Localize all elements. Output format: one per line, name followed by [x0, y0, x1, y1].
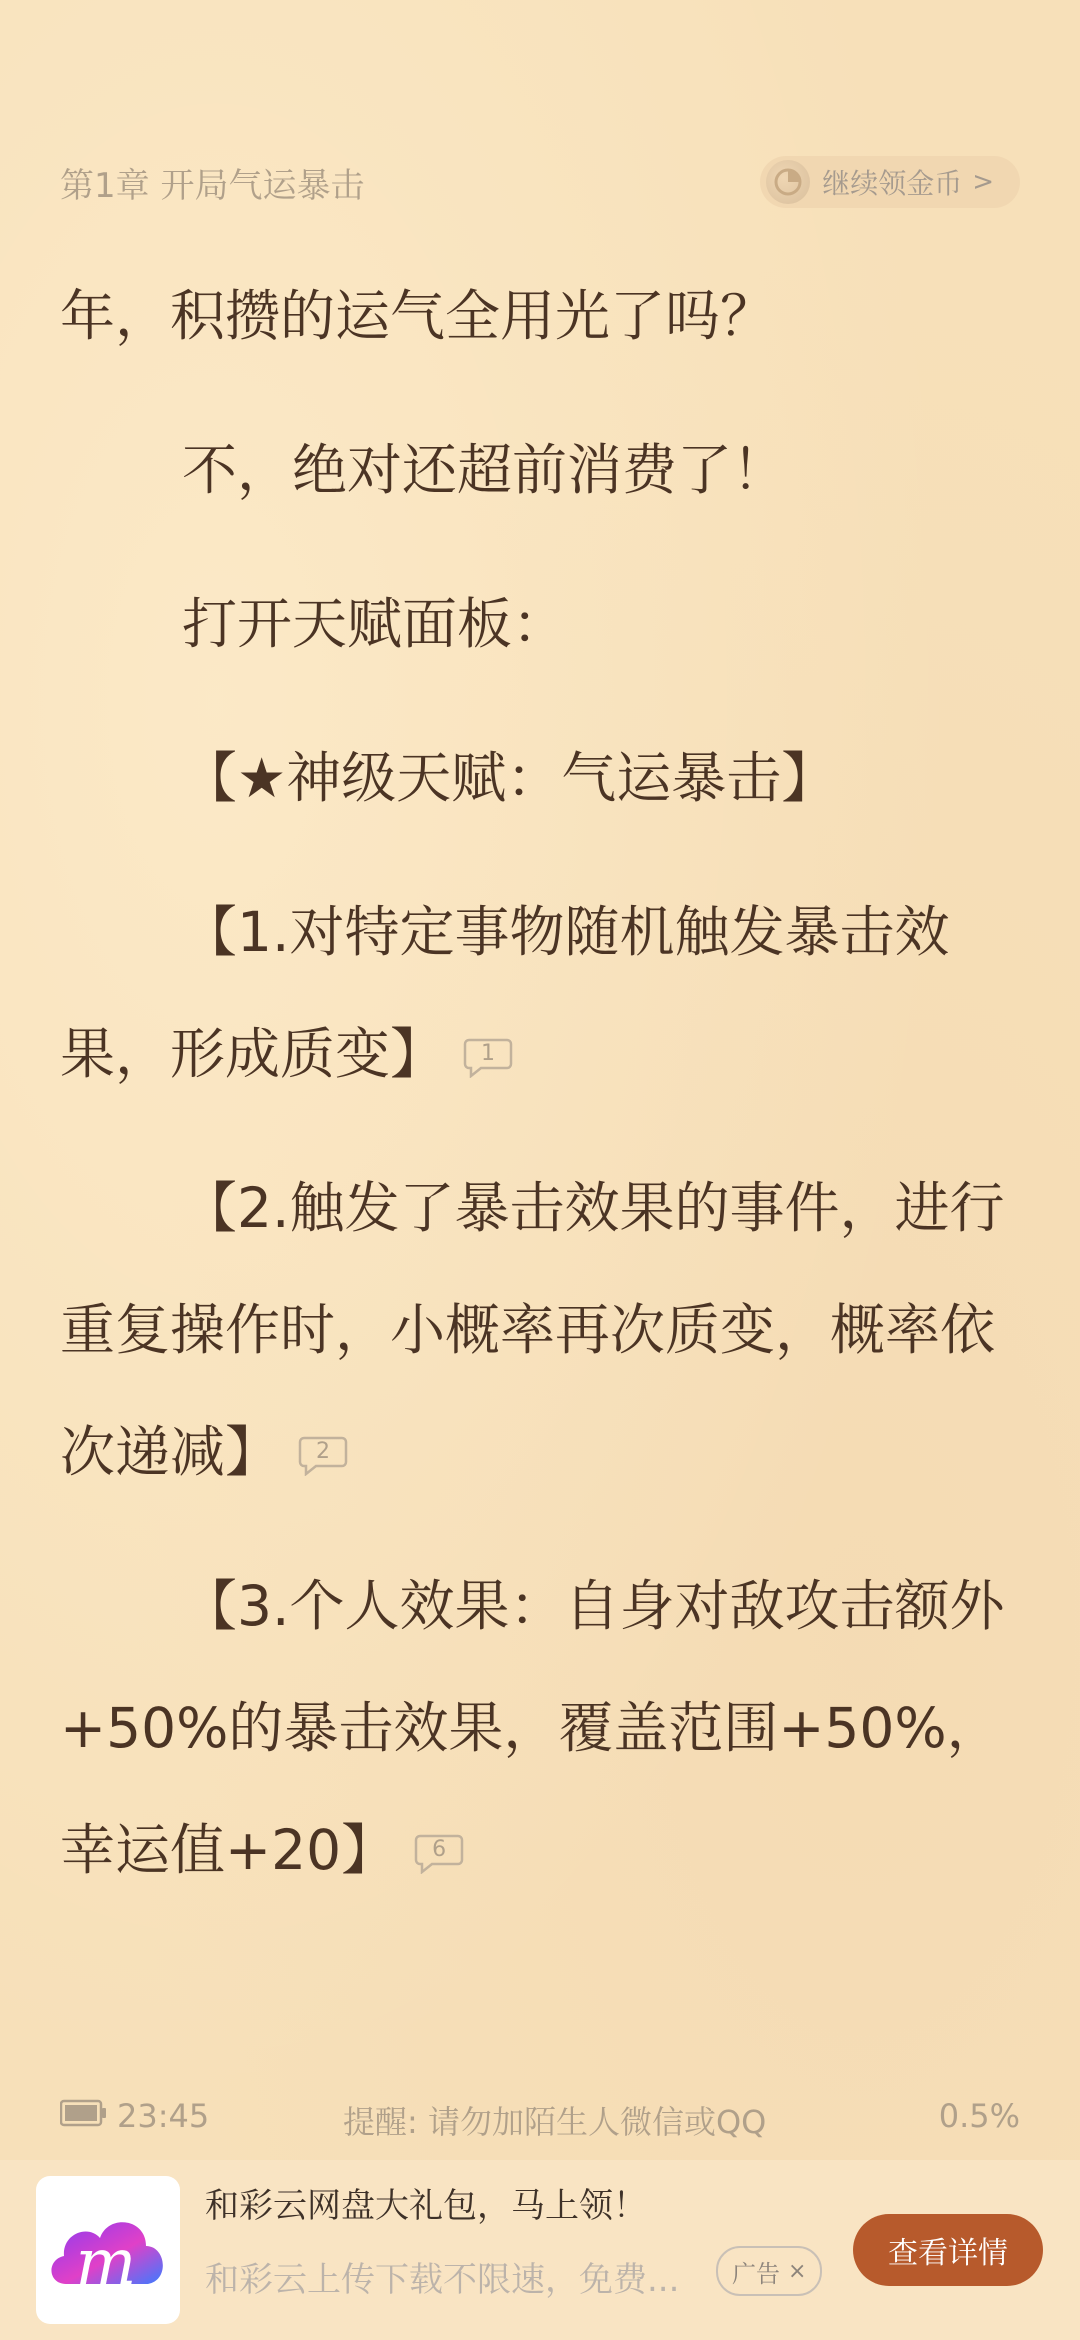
- reader-header: [0, 150, 1080, 220]
- chapter-text: [60, 255, 1020, 1943]
- ad-banner[interactable]: [0, 2160, 1080, 2340]
- reading-progress: 0.5%: [938, 2097, 1020, 2135]
- coin-button-label: 继续领金币: [822, 167, 963, 200]
- paragraph: 【★神级天赋：气运暴击】: [182, 746, 837, 810]
- comment-count: 6: [432, 1836, 447, 1862]
- paragraph: 打开天赋面板：: [182, 592, 568, 656]
- paragraph: 【1.对特定事物随机触发暴击效果，形成质变】 1: [60, 900, 950, 1086]
- ad-description: 和彩云上传下载不限速，免费...: [205, 2260, 680, 2300]
- comment-count: 2: [316, 1438, 331, 1464]
- battery-icon: [60, 2099, 108, 2127]
- chapter-title: 第1章 开局气运暴击: [60, 166, 365, 206]
- paragraph: 不，绝对还超前消费了！: [182, 438, 788, 502]
- clock: 23:45: [117, 2097, 210, 2135]
- view-details-button[interactable]: 查看详情: [853, 2214, 1043, 2286]
- safety-reminder: 提醒: 请勿加陌生人微信或QQ: [343, 2103, 767, 2141]
- paragraph: 年，积攒的运气全用光了吗？: [60, 284, 776, 348]
- paragraph: 【3.个人效果：自身对敌攻击额外+50%的暴击效果，覆盖范围+50%，幸运值+20】 6: [60, 1574, 1005, 1882]
- paragraph-comment-badge[interactable]: [414, 1834, 464, 1874]
- comment-count: 1: [481, 1040, 496, 1066]
- close-icon: ×: [788, 2258, 807, 2284]
- reader-status-bar: [0, 2093, 1080, 2143]
- ad-close-tag[interactable]: [716, 2246, 822, 2296]
- app-logo: [36, 2176, 180, 2324]
- paragraph: 【2.触发了暴击效果的事件，进行重复操作时，小概率再次质变，概率依次递减】 2: [60, 1176, 1005, 1484]
- svg-text:m: m: [75, 2226, 137, 2300]
- paragraph-comment-badge[interactable]: [298, 1436, 348, 1476]
- continue-collect-coins-button[interactable]: [760, 156, 1020, 208]
- chevron-right-icon: >: [972, 167, 994, 197]
- coin-timer-icon: [766, 160, 810, 204]
- ad-title: 和彩云网盘大礼包，马上领！: [205, 2186, 647, 2226]
- ad-label: 广告: [732, 2259, 780, 2288]
- paragraph-comment-badge[interactable]: [463, 1038, 513, 1078]
